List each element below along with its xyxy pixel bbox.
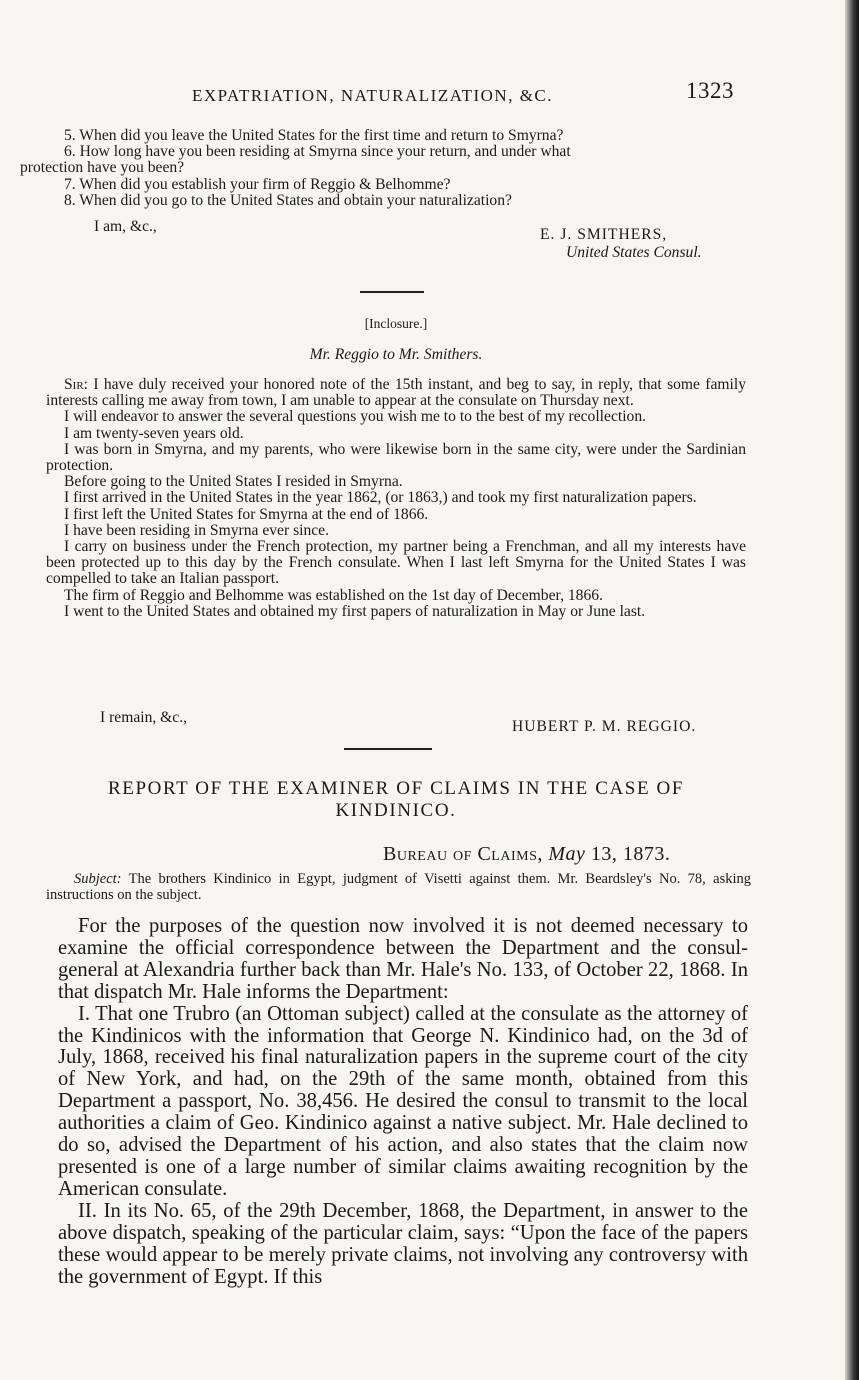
question-item: protection have you been? xyxy=(20,159,185,177)
body-paragraph: I. That one Trubro (an Ottoman subject) called at the consulate as the attorney of the Kindinicos with the information that George N. Kindinico had, on the 3d of July, 1868, received his final naturalization papers in the supreme court of the city of New York, and had, on the 29th of the same month, obtained from this Department a passport, No. 38,456. He desired the consul to transmit to the local authorities a claim of Geo. Kindinico against a native subject. Mr. Hale declined to do so, advised the Department of his action, and also states that the claim now presented is one of a large number of similar claims awaiting recognition by the American consulate. xyxy=(58,1002,748,1200)
letter-paragraph: I first left the United States for Smyrna at the end of 1866. xyxy=(64,505,429,523)
signature-title: United States Consul. xyxy=(566,244,702,261)
section-divider xyxy=(344,748,432,750)
running-head: EXPATRIATION, NATURALIZATION, &C. xyxy=(192,86,554,105)
section-divider xyxy=(360,291,424,293)
letter-closing: I remain, &c., xyxy=(100,709,188,726)
body-paragraph: For the purposes of the question now involved it is not deemed necessary to examine the official correspondence between the Department and the consul-general at Alexandria further back than Mr. Hale's No. 133, of October 22, 1868. In that dispatch Mr. Hale informs the Department: xyxy=(58,915,748,1003)
reggio-letter xyxy=(46,377,746,620)
letter-closing: I am, &c., xyxy=(94,218,157,235)
report-body xyxy=(58,916,748,1288)
page-binding-edge xyxy=(845,0,859,1380)
letter-paragraph: I will endeavor to answer the several questions you wish me to to the best of my recollection. xyxy=(64,408,647,426)
inclosure-heading: Mr. Reggio to Mr. Smithers. xyxy=(309,346,483,363)
dateline xyxy=(383,843,670,866)
salutation: Sir: xyxy=(64,376,89,393)
letter-paragraph: I first arrived in the United States in the year 1862, (or 1863,) and took my first naturalization papers. xyxy=(64,489,697,507)
letter-paragraph: The firm of Reggio and Belhomme was established on the 1st day of December, 1866. xyxy=(64,586,603,604)
subject-label: Subject: xyxy=(74,871,122,887)
signature: E. J. SMITHERS, xyxy=(540,226,668,243)
question-item: 6. How long have you been residing at Smyrna since your return, and under what xyxy=(64,143,571,161)
subject-line xyxy=(46,872,751,903)
letter-paragraph: I went to the United States and obtained my first papers of naturalization in May or June last. xyxy=(64,602,646,620)
question-item: 8. When did you go to the United States and obtain your naturalization? xyxy=(64,191,512,209)
letter-paragraph: I am twenty-seven years old. xyxy=(64,424,244,442)
letter-paragraph: I have been residing in Smyrna ever since. xyxy=(64,521,330,539)
page-number: 1323 xyxy=(686,78,734,103)
question-list xyxy=(20,127,746,209)
report-title: REPORT OF THE EXAMINER OF CLAIMS IN THE CASE OF KINDINICO. xyxy=(107,778,685,821)
question-item: 5. When did you leave the United States for the first time and return to Smyrna? xyxy=(64,127,564,144)
inclosure-label: [Inclosure.] xyxy=(364,316,428,331)
letter-paragraph: Sir: I have duly received your honored note of the 15th instant, and beg to say, in reply, that some family interests calling me away from town, I am unable to appear at the consulate on Thursday next. xyxy=(46,376,746,410)
signature: HUBERT P. M. REGGIO. xyxy=(512,718,697,735)
question-item: 7. When did you establish your firm of Reggio & Belhomme? xyxy=(64,175,451,193)
bureau-office: Bureau of Claims, xyxy=(383,843,543,865)
letter-paragraph: I was born in Smyrna, and my parents, who were likewise born in the same city, were under the Sardinian protection. xyxy=(46,440,746,475)
letter-paragraph: Before going to the United States I resided in Smyrna. xyxy=(64,473,403,491)
letter-paragraph: I carry on business under the French protection, my partner being a Frenchman, and all my interests have been protected up to this day by the French consulate. When I last left Smyrna for the United States I was compelled to take an Italian passport. xyxy=(46,538,746,588)
body-paragraph: II. In its No. 65, of the 29th December, 1868, the Department, in answer to the above dispatch, speaking of the particular claim, says: “Upon the face of the papers these would appear to be merely private claims, not involving any controversy with the government of Egypt. If this xyxy=(58,1199,748,1288)
date-month: May xyxy=(548,843,586,865)
date-rest: 13, 1873. xyxy=(590,843,671,865)
subject-text: The brothers Kindinico in Egypt, judgment of Visetti against them. Mr. Beardsley's No. 78, asking instructions on the subject. xyxy=(46,871,751,903)
